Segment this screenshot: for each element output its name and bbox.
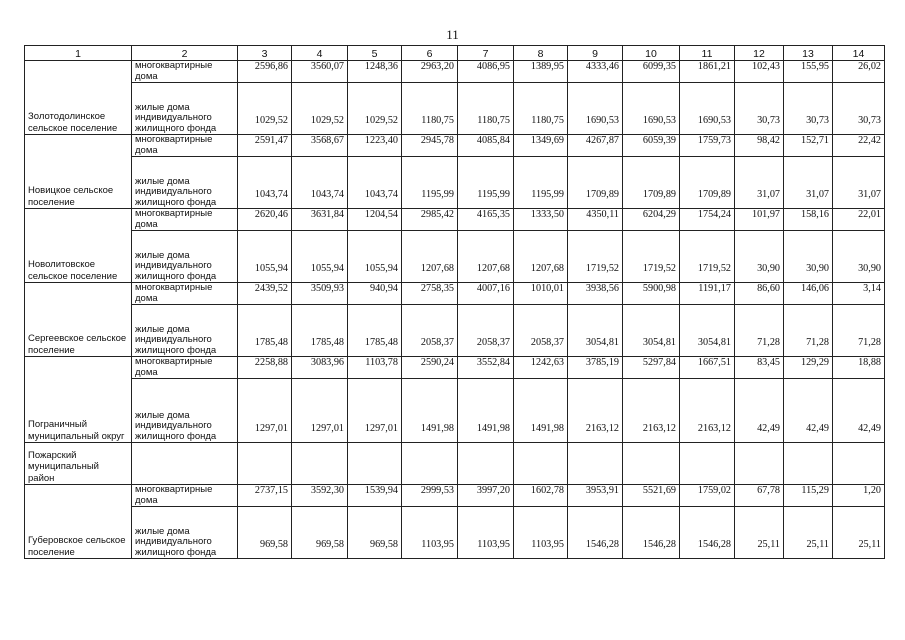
value-cell: 3054,81 — [623, 305, 680, 357]
value-cell: 2620,46 — [238, 209, 292, 231]
value-cell: 3054,81 — [568, 305, 623, 357]
value-cell: 26,02 — [833, 61, 885, 83]
value-cell: 1242,63 — [514, 357, 568, 379]
value-cell: 1667,51 — [680, 357, 735, 379]
table-row — [25, 443, 885, 485]
value-cell: 1709,89 — [623, 157, 680, 209]
value-cell: 1546,28 — [623, 507, 680, 559]
table-row — [25, 231, 885, 283]
value-cell: 115,29 — [784, 485, 833, 507]
table-row — [25, 485, 885, 507]
value-cell: 2258,88 — [238, 357, 292, 379]
value-cell: 1719,52 — [568, 231, 623, 283]
value-cell: 86,60 — [735, 283, 784, 305]
empty-cell — [348, 443, 402, 485]
table-row — [25, 357, 885, 379]
table-row — [25, 83, 885, 135]
value-cell: 1785,48 — [292, 305, 348, 357]
table-row — [25, 283, 885, 305]
empty-cell — [735, 443, 784, 485]
value-cell: 5900,98 — [623, 283, 680, 305]
table-row — [25, 209, 885, 231]
value-cell: 1055,94 — [292, 231, 348, 283]
value-cell: 2163,12 — [680, 379, 735, 443]
value-cell: 30,90 — [784, 231, 833, 283]
area-name-cell: Губеровское сельское поселение — [25, 485, 132, 559]
value-cell: 6204,29 — [623, 209, 680, 231]
value-cell: 30,73 — [735, 83, 784, 135]
value-cell: 31,07 — [735, 157, 784, 209]
value-cell: 1389,95 — [514, 61, 568, 83]
empty-cell — [833, 443, 885, 485]
value-cell: 1207,68 — [402, 231, 458, 283]
value-cell: 2590,24 — [402, 357, 458, 379]
value-cell: 1204,54 — [348, 209, 402, 231]
tariff-table — [24, 45, 885, 559]
value-cell: 1491,98 — [402, 379, 458, 443]
value-cell: 1207,68 — [458, 231, 514, 283]
value-cell: 6099,35 — [623, 61, 680, 83]
value-cell: 1861,21 — [680, 61, 735, 83]
value-cell: 2945,78 — [402, 135, 458, 157]
value-cell: 3552,84 — [458, 357, 514, 379]
value-cell: 1043,74 — [292, 157, 348, 209]
value-cell: 2963,20 — [402, 61, 458, 83]
value-cell: 30,73 — [833, 83, 885, 135]
value-cell: 1539,94 — [348, 485, 402, 507]
housing-type-cell: жилые дома индивидуального жилищного фонда — [132, 507, 238, 559]
value-cell: 25,11 — [735, 507, 784, 559]
value-cell: 1297,01 — [238, 379, 292, 443]
area-name-cell: Золотодолинское сельское поселение — [25, 61, 132, 135]
value-cell: 83,45 — [735, 357, 784, 379]
value-cell: 152,71 — [784, 135, 833, 157]
value-cell: 1709,89 — [680, 157, 735, 209]
value-cell: 940,94 — [348, 283, 402, 305]
value-cell: 3568,67 — [292, 135, 348, 157]
value-cell: 30,90 — [833, 231, 885, 283]
area-name-cell: Новолитовское сельское поселение — [25, 209, 132, 283]
value-cell: 101,97 — [735, 209, 784, 231]
value-cell: 3054,81 — [680, 305, 735, 357]
value-cell: 98,42 — [735, 135, 784, 157]
value-cell: 71,28 — [784, 305, 833, 357]
value-cell: 1043,74 — [238, 157, 292, 209]
value-cell: 1029,52 — [238, 83, 292, 135]
value-cell: 42,49 — [784, 379, 833, 443]
empty-cell — [514, 443, 568, 485]
value-cell: 3509,93 — [292, 283, 348, 305]
housing-type-cell: жилые дома индивидуального жилищного фонда — [132, 157, 238, 209]
housing-type-cell: многоквартирные дома — [132, 357, 238, 379]
value-cell: 22,42 — [833, 135, 885, 157]
value-cell: 1785,48 — [348, 305, 402, 357]
housing-type-cell: жилые дома индивидуального жилищного фонда — [132, 379, 238, 443]
value-cell: 2163,12 — [623, 379, 680, 443]
value-cell: 158,16 — [784, 209, 833, 231]
value-cell: 2596,86 — [238, 61, 292, 83]
column-header: 13 — [784, 46, 833, 61]
value-cell: 1248,36 — [348, 61, 402, 83]
value-cell: 1103,95 — [514, 507, 568, 559]
value-cell: 4165,35 — [458, 209, 514, 231]
value-cell: 2999,53 — [402, 485, 458, 507]
value-cell: 1010,01 — [514, 283, 568, 305]
value-cell: 3,14 — [833, 283, 885, 305]
empty-cell — [458, 443, 514, 485]
table-row — [25, 305, 885, 357]
empty-cell — [402, 443, 458, 485]
value-cell: 1180,75 — [402, 83, 458, 135]
value-cell: 146,06 — [784, 283, 833, 305]
column-header: 5 — [348, 46, 402, 61]
value-cell: 2758,35 — [402, 283, 458, 305]
value-cell: 1195,99 — [458, 157, 514, 209]
value-cell: 2985,42 — [402, 209, 458, 231]
value-cell: 1719,52 — [623, 231, 680, 283]
value-cell: 1602,78 — [514, 485, 568, 507]
value-cell: 42,49 — [735, 379, 784, 443]
table-body — [25, 61, 885, 559]
value-cell: 2058,37 — [402, 305, 458, 357]
value-cell: 25,11 — [833, 507, 885, 559]
value-cell: 1103,95 — [402, 507, 458, 559]
value-cell: 1785,48 — [238, 305, 292, 357]
value-cell: 1103,78 — [348, 357, 402, 379]
page-number: 11 — [446, 27, 459, 42]
value-cell: 1297,01 — [348, 379, 402, 443]
value-cell: 5297,84 — [623, 357, 680, 379]
value-cell: 1180,75 — [458, 83, 514, 135]
column-header: 7 — [458, 46, 514, 61]
empty-cell — [784, 443, 833, 485]
housing-type-cell: жилые дома индивидуального жилищного фонда — [132, 83, 238, 135]
column-header: 11 — [680, 46, 735, 61]
column-header: 1 — [25, 46, 132, 61]
value-cell: 18,88 — [833, 357, 885, 379]
value-cell: 1207,68 — [514, 231, 568, 283]
value-cell: 2591,47 — [238, 135, 292, 157]
value-cell: 1043,74 — [348, 157, 402, 209]
value-cell: 1195,99 — [514, 157, 568, 209]
value-cell: 67,78 — [735, 485, 784, 507]
value-cell: 2737,15 — [238, 485, 292, 507]
value-cell: 3997,20 — [458, 485, 514, 507]
value-cell: 1,20 — [833, 485, 885, 507]
value-cell: 1349,69 — [514, 135, 568, 157]
value-cell: 3560,07 — [292, 61, 348, 83]
value-cell: 3592,30 — [292, 485, 348, 507]
value-cell: 2163,12 — [568, 379, 623, 443]
area-name-cell: Новицкое сельское поселение — [25, 135, 132, 209]
value-cell: 129,29 — [784, 357, 833, 379]
value-cell: 969,58 — [292, 507, 348, 559]
column-header: 12 — [735, 46, 784, 61]
value-cell: 1754,24 — [680, 209, 735, 231]
column-header: 14 — [833, 46, 885, 61]
empty-cell — [292, 443, 348, 485]
value-cell: 71,28 — [833, 305, 885, 357]
value-cell: 30,90 — [735, 231, 784, 283]
value-cell: 1195,99 — [402, 157, 458, 209]
value-cell: 2058,37 — [458, 305, 514, 357]
column-header: 8 — [514, 46, 568, 61]
value-cell: 1546,28 — [680, 507, 735, 559]
value-cell: 4085,84 — [458, 135, 514, 157]
column-number-row — [25, 46, 885, 61]
value-cell: 2058,37 — [514, 305, 568, 357]
empty-cell — [680, 443, 735, 485]
column-header: 6 — [402, 46, 458, 61]
column-header: 3 — [238, 46, 292, 61]
housing-type-cell: жилые дома индивидуального жилищного фонда — [132, 305, 238, 357]
value-cell: 969,58 — [238, 507, 292, 559]
value-cell: 969,58 — [348, 507, 402, 559]
value-cell: 4267,87 — [568, 135, 623, 157]
housing-type-cell: многоквартирные дома — [132, 283, 238, 305]
housing-type-cell: многоквартирные дома — [132, 485, 238, 507]
value-cell: 1491,98 — [458, 379, 514, 443]
value-cell: 1223,40 — [348, 135, 402, 157]
column-header: 4 — [292, 46, 348, 61]
housing-type-cell: многоквартирные дома — [132, 209, 238, 231]
value-cell: 4333,46 — [568, 61, 623, 83]
value-cell: 1180,75 — [514, 83, 568, 135]
value-cell: 22,01 — [833, 209, 885, 231]
value-cell: 1719,52 — [680, 231, 735, 283]
value-cell: 1690,53 — [623, 83, 680, 135]
value-cell: 42,49 — [833, 379, 885, 443]
empty-cell — [238, 443, 292, 485]
table-row — [25, 135, 885, 157]
column-header: 9 — [568, 46, 623, 61]
table-row — [25, 61, 885, 83]
value-cell: 102,43 — [735, 61, 784, 83]
value-cell: 1297,01 — [292, 379, 348, 443]
value-cell: 3938,56 — [568, 283, 623, 305]
empty-cell — [568, 443, 623, 485]
district-name-cell: Пожарский муниципальный район — [25, 443, 132, 485]
column-header: 2 — [132, 46, 238, 61]
value-cell: 1690,53 — [568, 83, 623, 135]
value-cell: 1709,89 — [568, 157, 623, 209]
area-name-cell: Сергеевское сельское поселение — [25, 283, 132, 357]
value-cell: 3785,19 — [568, 357, 623, 379]
value-cell: 4007,16 — [458, 283, 514, 305]
value-cell: 1055,94 — [348, 231, 402, 283]
value-cell: 4086,95 — [458, 61, 514, 83]
table-row — [25, 507, 885, 559]
value-cell: 71,28 — [735, 305, 784, 357]
value-cell: 1191,17 — [680, 283, 735, 305]
value-cell: 1491,98 — [514, 379, 568, 443]
value-cell: 2439,52 — [238, 283, 292, 305]
value-cell: 3083,96 — [292, 357, 348, 379]
table-row — [25, 157, 885, 209]
value-cell: 31,07 — [833, 157, 885, 209]
value-cell: 1055,94 — [238, 231, 292, 283]
column-header: 10 — [623, 46, 680, 61]
empty-cell — [623, 443, 680, 485]
value-cell: 1333,50 — [514, 209, 568, 231]
housing-type-cell: многоквартирные дома — [132, 61, 238, 83]
housing-type-cell: многоквартирные дома — [132, 135, 238, 157]
value-cell: 6059,39 — [623, 135, 680, 157]
table-row — [25, 379, 885, 443]
value-cell: 1029,52 — [348, 83, 402, 135]
value-cell: 1690,53 — [680, 83, 735, 135]
value-cell: 31,07 — [784, 157, 833, 209]
value-cell: 155,95 — [784, 61, 833, 83]
empty-cell — [132, 443, 238, 485]
value-cell: 5521,69 — [623, 485, 680, 507]
area-name-cell: Пограничный муниципальный округ — [25, 357, 132, 443]
value-cell: 1759,02 — [680, 485, 735, 507]
housing-type-cell: жилые дома индивидуального жилищного фонда — [132, 231, 238, 283]
value-cell: 1759,73 — [680, 135, 735, 157]
value-cell: 30,73 — [784, 83, 833, 135]
value-cell: 3631,84 — [292, 209, 348, 231]
value-cell: 1546,28 — [568, 507, 623, 559]
value-cell: 1029,52 — [292, 83, 348, 135]
value-cell: 25,11 — [784, 507, 833, 559]
value-cell: 4350,11 — [568, 209, 623, 231]
value-cell: 3953,91 — [568, 485, 623, 507]
value-cell: 1103,95 — [458, 507, 514, 559]
